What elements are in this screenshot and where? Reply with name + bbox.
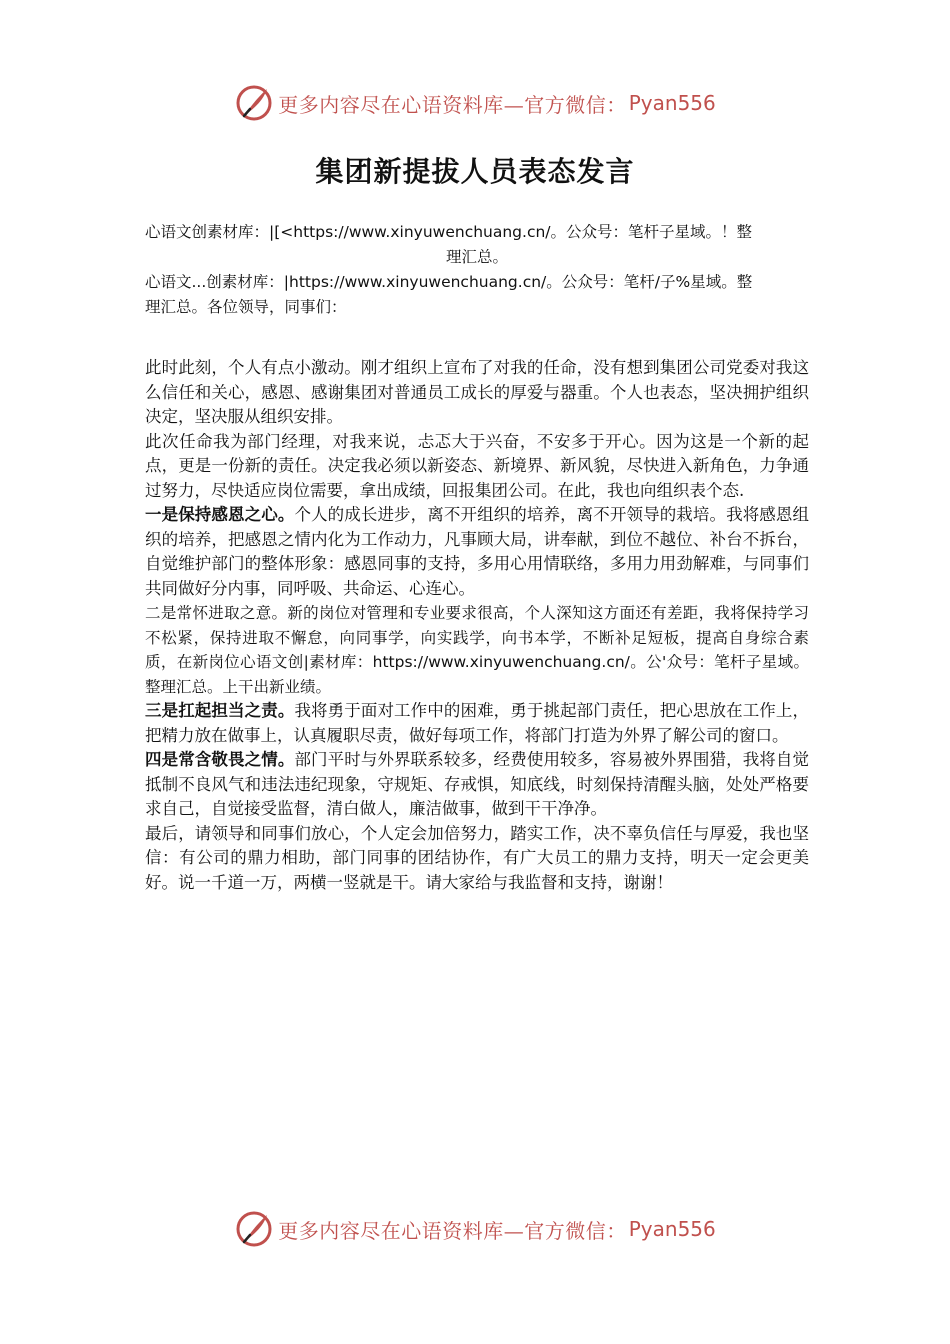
point-1-body: 个人的成长进步，离不开组织的培养，离不开领导的栽培。我将感恩组织的培养，把感恩之情内化为工作动力，凡事顾大局，讲奉献，到位不越位、补台不拆台，自觉维护部门的整体形象：感恩同事的支持，多用心用情联络，多用力用劲解难，与同事们共同做好分内事，同呼吸、共命运、心连心。 [145,505,810,598]
paragraph-point-3 [145,699,809,748]
source-line-1: 心语文创素材库：|[<https://www.xinyuwenchuang.cn/。公众号：笔杆子星域。！整 [145,223,753,241]
point-3-lead: 三是扛起担当之责。 [145,701,295,720]
paragraph-point-1 [145,503,809,601]
point-3-body: 我将勇于面对工作中的困难，勇于挑起部门责任，把心思放在工作上，把精力放在做事上，认真履职尽责，做好每项工作，将部门打造为外界了解公司的窗口。 [145,701,810,745]
header-banner [0,80,950,126]
source-line-4: 理汇总。各位领导，同事们： [145,298,347,316]
point-1-lead: 一是保持感恩之心。 [145,505,295,524]
quill-logo-icon [234,1209,274,1249]
banner-text: 更多内容尽在心语资料库—官方微信： [278,92,627,117]
banner-wechat-id: Pyan556 [628,91,716,115]
footer-banner [0,1206,950,1252]
paragraph-closing: 最后，请领导和同事们放心，个人定会加倍努力，踏实工作，决不辜负信任与厚爱，我也坚信：有公司的鼎力相助，部门同事的团结协作，有广大员工的鼎力支持，明天一定会更美好。说一千道一万，两横一竖就是干。请大家给与我监督和支持，谢谢！ [145,823,809,892]
paragraph-point-2: 二是常怀进取之意。新的岗位对管理和专业要求很高，个人深知这方面还有差距，我将保持学习不松紧，保持进取不懈怠，向同事学，向实践学，向书本学，不断补足短板，提高自身综合素质，在新岗位心语文创|素材库：https://www.xinyuwenchuang.cn/。公'众号：笔杆子星域。整理汇总。上干出新业绩。 [145,604,809,696]
source-line-3: 心语文...创素材库：|https://www.xinyuwenchuang.cn/。公众号：笔杆/子%星域。整 [145,273,753,291]
document-body [145,220,809,895]
point-4-body: 部门平时与外界联系较多，经费使用较多，容易被外界围猎，我将自觉抵制不良风气和违法违纪现象，守规矩、存戒惧，知底线，时刻保持清醒头脑，处处严格要求自己，自觉接受监督，清白做人，廉洁做事，做到干干净净。 [145,750,810,818]
source-line-2: 理汇总。 [445,248,508,266]
document-title: 集团新提拔人员表态发言 [315,155,635,188]
quill-logo-icon [234,83,274,123]
footer-banner-wechat-id: Pyan556 [628,1217,716,1241]
paragraph-point-4 [145,748,809,822]
footer-banner-text: 更多内容尽在心语资料库—官方微信： [278,1218,627,1243]
paragraph-appointment: 此次任命我为部门经理，对我来说，忐忑大于兴奋，不安多于开心。因为这是一个新的起点，更是一份新的责任。决定我必须以新姿态、新境界、新风貌，尽快进入新角色，力争通过努力，尽快适应岗位需要，拿出成绩，回报集团公司。在此，我也向组织表个态. [145,431,809,500]
point-4-lead: 四是常含敬畏之情。 [145,750,295,769]
paragraph-opening: 此时此刻，个人有点小激动。刚才组织上宣布了对我的任命，没有想到集团公司党委对我这么信任和关心，感恩、感谢集团对普通员工成长的厚爱与器重。个人也表态，坚决拥护组织决定，坚决服从组织安排。 [145,358,809,426]
